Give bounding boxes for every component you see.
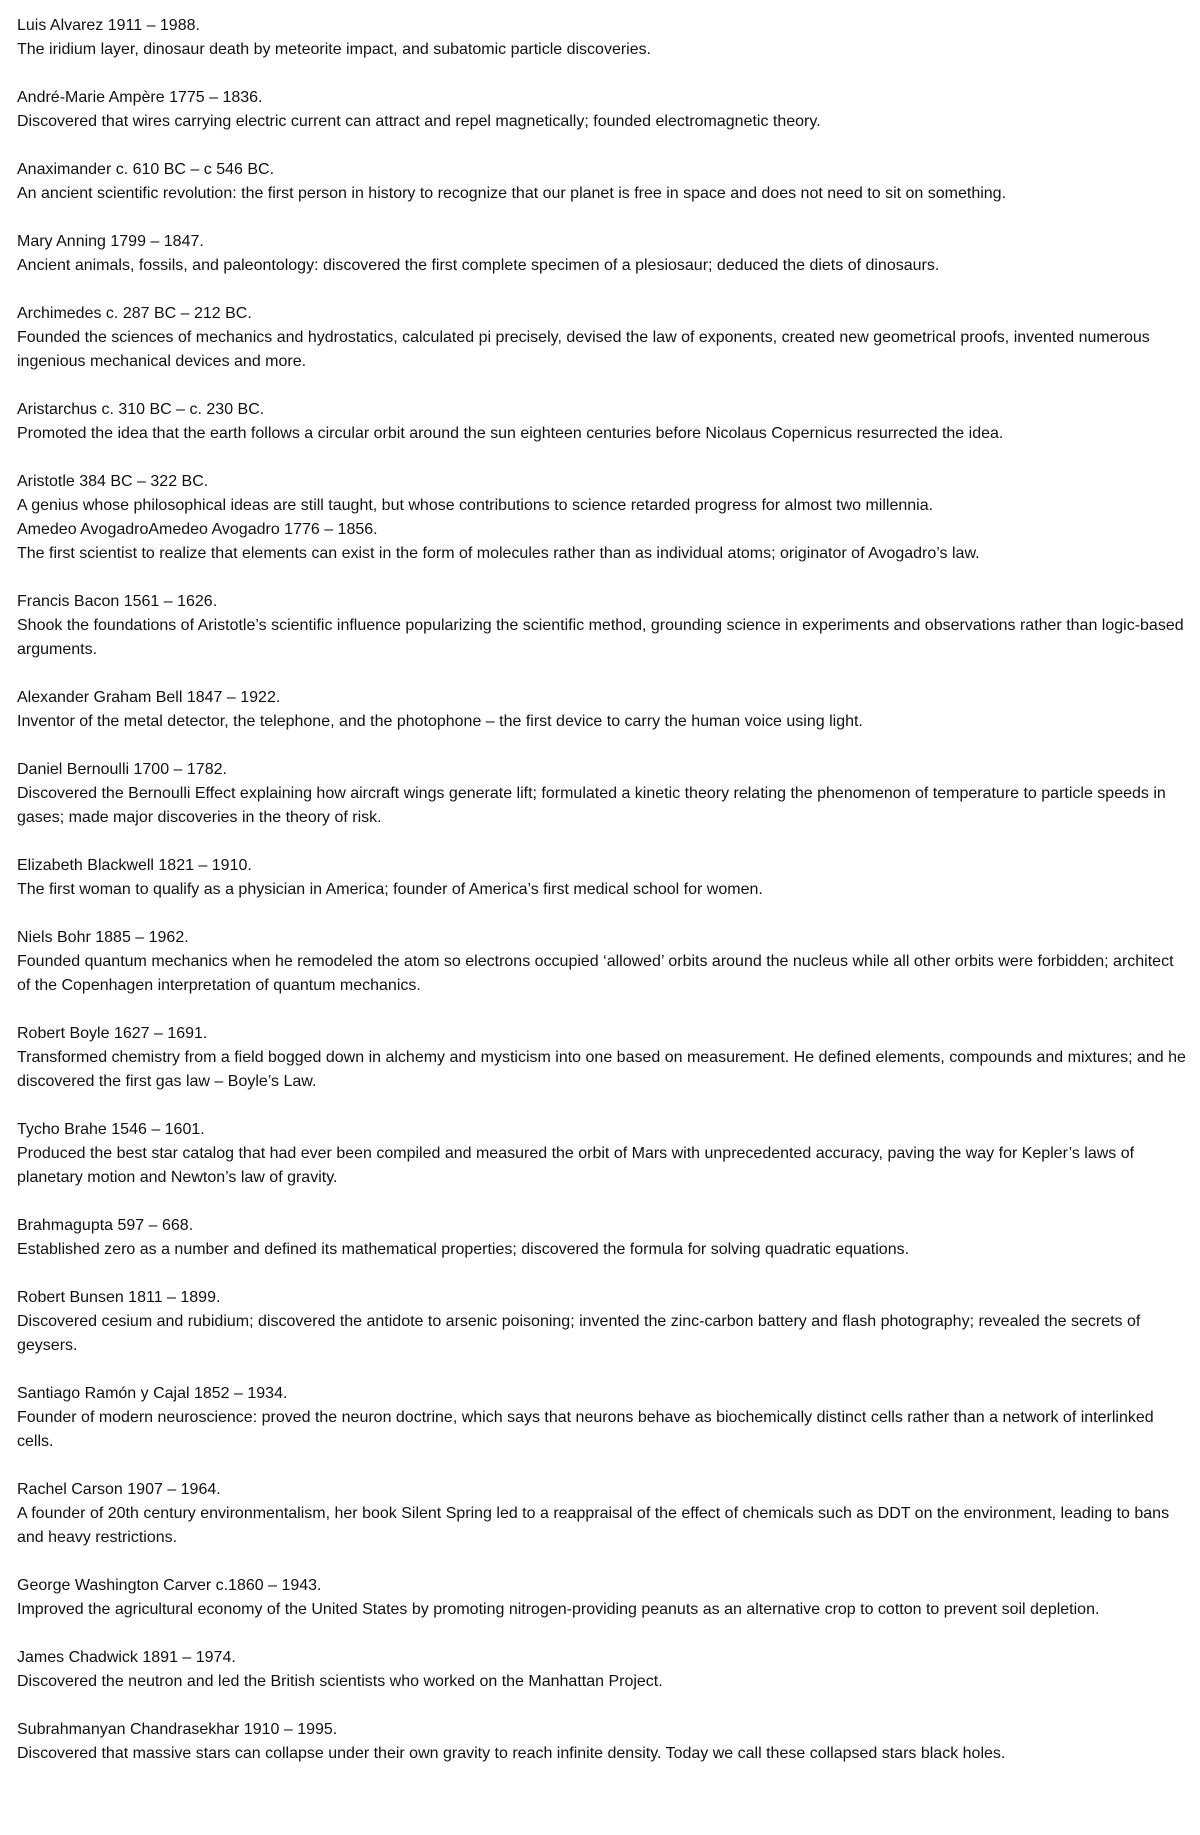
entry-heading: Brahmagupta 597 – 668. [17,1217,194,1234]
entry-text: Discovered the neutron and led the British scientists who worked on the Manhattan Project. [17,1673,663,1690]
entry-chadwick [17,1646,1187,1694]
entry-archimedes [17,302,1187,374]
entry-heading: James Chadwick 1891 – 1974. [17,1649,236,1666]
entry-blackwell [17,854,1187,902]
entry-text: Ancient animals, fossils, and paleontology: discovered the first complete specimen of a plesiosaur; deduced the diets of dinosaurs. [17,257,940,274]
entry-cajal [17,1382,1187,1454]
entry-heading: Anaximander c. 610 BC – c 546 BC. [17,161,275,178]
entry-heading: Rachel Carson 1907 – 1964. [17,1481,221,1498]
entry-heading: André-Marie Ampère 1775 – 1836. [17,89,263,106]
entry-heading: Mary Anning 1799 – 1847. [17,233,204,250]
entry-alvarez [17,14,1187,62]
entry-text: Discovered that wires carrying electric current can attract and repel magnetically; founded electromagnetic theory. [17,113,821,130]
entry-text: Discovered that massive stars can collapse under their own gravity to reach infinite density. Today we call these collapsed stars black holes. [17,1745,1006,1762]
entry-heading: Robert Bunsen 1811 – 1899. [17,1289,221,1306]
entry-heading: George Washington Carver c.1860 – 1943. [17,1577,322,1594]
entry-text: Inventor of the metal detector, the telephone, and the photophone – the first device to carry the human voice using light. [17,713,863,730]
entry-bacon [17,590,1187,662]
entry-heading: Aristarchus c. 310 BC – c. 230 BC. [17,401,265,418]
entry-avogadro [17,518,1187,566]
entry-text: Founder of modern neuroscience: proved the neuron doctrine, which says that neurons behave as biochemically distinct cells rather than a network of interlinked cells. [17,1409,1154,1450]
entry-heading: Elizabeth Blackwell 1821 – 1910. [17,857,252,874]
entry-text: The first woman to qualify as a physician in America; founder of America’s first medical school for women. [17,881,763,898]
entry-text: The iridium layer, dinosaur death by meteorite impact, and subatomic particle discoveries. [17,41,652,58]
entry-heading: Niels Bohr 1885 – 1962. [17,929,189,946]
entry-text: Promoted the idea that the earth follows a circular orbit around the sun eighteen centuries before Nicolaus Copernicus resurrected the idea. [17,425,1004,442]
entry-heading: Archimedes c. 287 BC – 212 BC. [17,305,252,322]
entry-heading: Tycho Brahe 1546 – 1601. [17,1121,205,1138]
entry-text: Shook the foundations of Aristotle’s scientific influence popularizing the scientific method, grounding science in experiments and observations rather than logic-based arguments. [17,617,1184,658]
entry-boyle [17,1022,1187,1094]
entry-ampere [17,86,1187,134]
entry-heading: Alexander Graham Bell 1847 – 1922. [17,689,281,706]
entry-aristarchus [17,398,1187,446]
entry-text: Transformed chemistry from a field bogged down in alchemy and mysticism into one based on measurement. He defined elements, compounds and mixtures; and he discovered the first gas law – Boyle’s Law. [17,1049,1186,1090]
entry-heading: Amedeo AvogadroAmedeo Avogadro 1776 – 1856. [17,521,378,538]
entry-text: Discovered cesium and rubidium; discovered the antidote to arsenic poisoning; invented the zinc-carbon battery and flash photography; revealed the secrets of geysers. [17,1313,1141,1354]
entry-text: An ancient scientific revolution: the first person in history to recognize that our planet is free in space and does not need to sit on something. [17,185,1007,202]
entry-text: The first scientist to realize that elements can exist in the form of molecules rather than as individual atoms; originator of Avogadro’s law. [17,545,980,562]
entry-aristotle [17,470,1187,518]
entry-heading: Daniel Bernoulli 1700 – 1782. [17,761,227,778]
entry-text: Established zero as a number and defined its mathematical properties; discovered the formula for solving quadratic equations. [17,1241,910,1258]
entry-anning [17,230,1187,278]
entry-text: Produced the best star catalog that had ever been compiled and measured the orbit of Mars with unprecedented accuracy, paving the way for Kepler’s laws of planetary motion and Newton’s law of gravity. [17,1145,1135,1186]
entry-carson [17,1478,1187,1550]
entry-bell [17,686,1187,734]
entry-heading: Robert Boyle 1627 – 1691. [17,1025,208,1042]
entry-bunsen [17,1286,1187,1358]
entry-heading: Subrahmanyan Chandrasekhar 1910 – 1995. [17,1721,338,1738]
entry-carver [17,1574,1187,1622]
entry-text: A founder of 20th century environmentalism, her book Silent Spring led to a reappraisal of the effect of chemicals such as DDT on the environment, leading to bans and heavy restrictions. [17,1505,1170,1546]
entry-heading: Francis Bacon 1561 – 1626. [17,593,218,610]
entry-anaximander [17,158,1187,206]
entry-heading: Santiago Ramón y Cajal 1852 – 1934. [17,1385,288,1402]
scientists-list [17,14,1187,1790]
entry-text: Discovered the Bernoulli Effect explaining how aircraft wings generate lift; formulated a kinetic theory relating the phenomenon of temperature to particle speeds in gases; made major discoveries in the theory of risk. [17,785,1166,826]
entry-chandrasekhar [17,1718,1187,1766]
entry-text: Improved the agricultural economy of the United States by promoting nitrogen-providing peanuts as an alternative crop to cotton to prevent soil depletion. [17,1601,1100,1618]
entry-brahe [17,1118,1187,1190]
entry-brahmagupta [17,1214,1187,1262]
entry-heading: Luis Alvarez 1911 – 1988. [17,17,200,34]
entry-text: Founded the sciences of mechanics and hydrostatics, calculated pi precisely, devised the law of exponents, created new geometrical proofs, invented numerous ingenious mechanical devices and more. [17,329,1150,370]
entry-bernoulli [17,758,1187,830]
entry-text: Founded quantum mechanics when he remodeled the atom so electrons occupied ‘allowed’ orbits around the nucleus while all other orbits were forbidden; architect of the Copenhagen interpretation of quantum mechanics. [17,953,1174,994]
entry-bohr [17,926,1187,998]
entry-heading: Aristotle 384 BC – 322 BC. [17,473,209,490]
entry-text: A genius whose philosophical ideas are still taught, but whose contributions to science retarded progress for almost two millennia. [17,497,934,514]
